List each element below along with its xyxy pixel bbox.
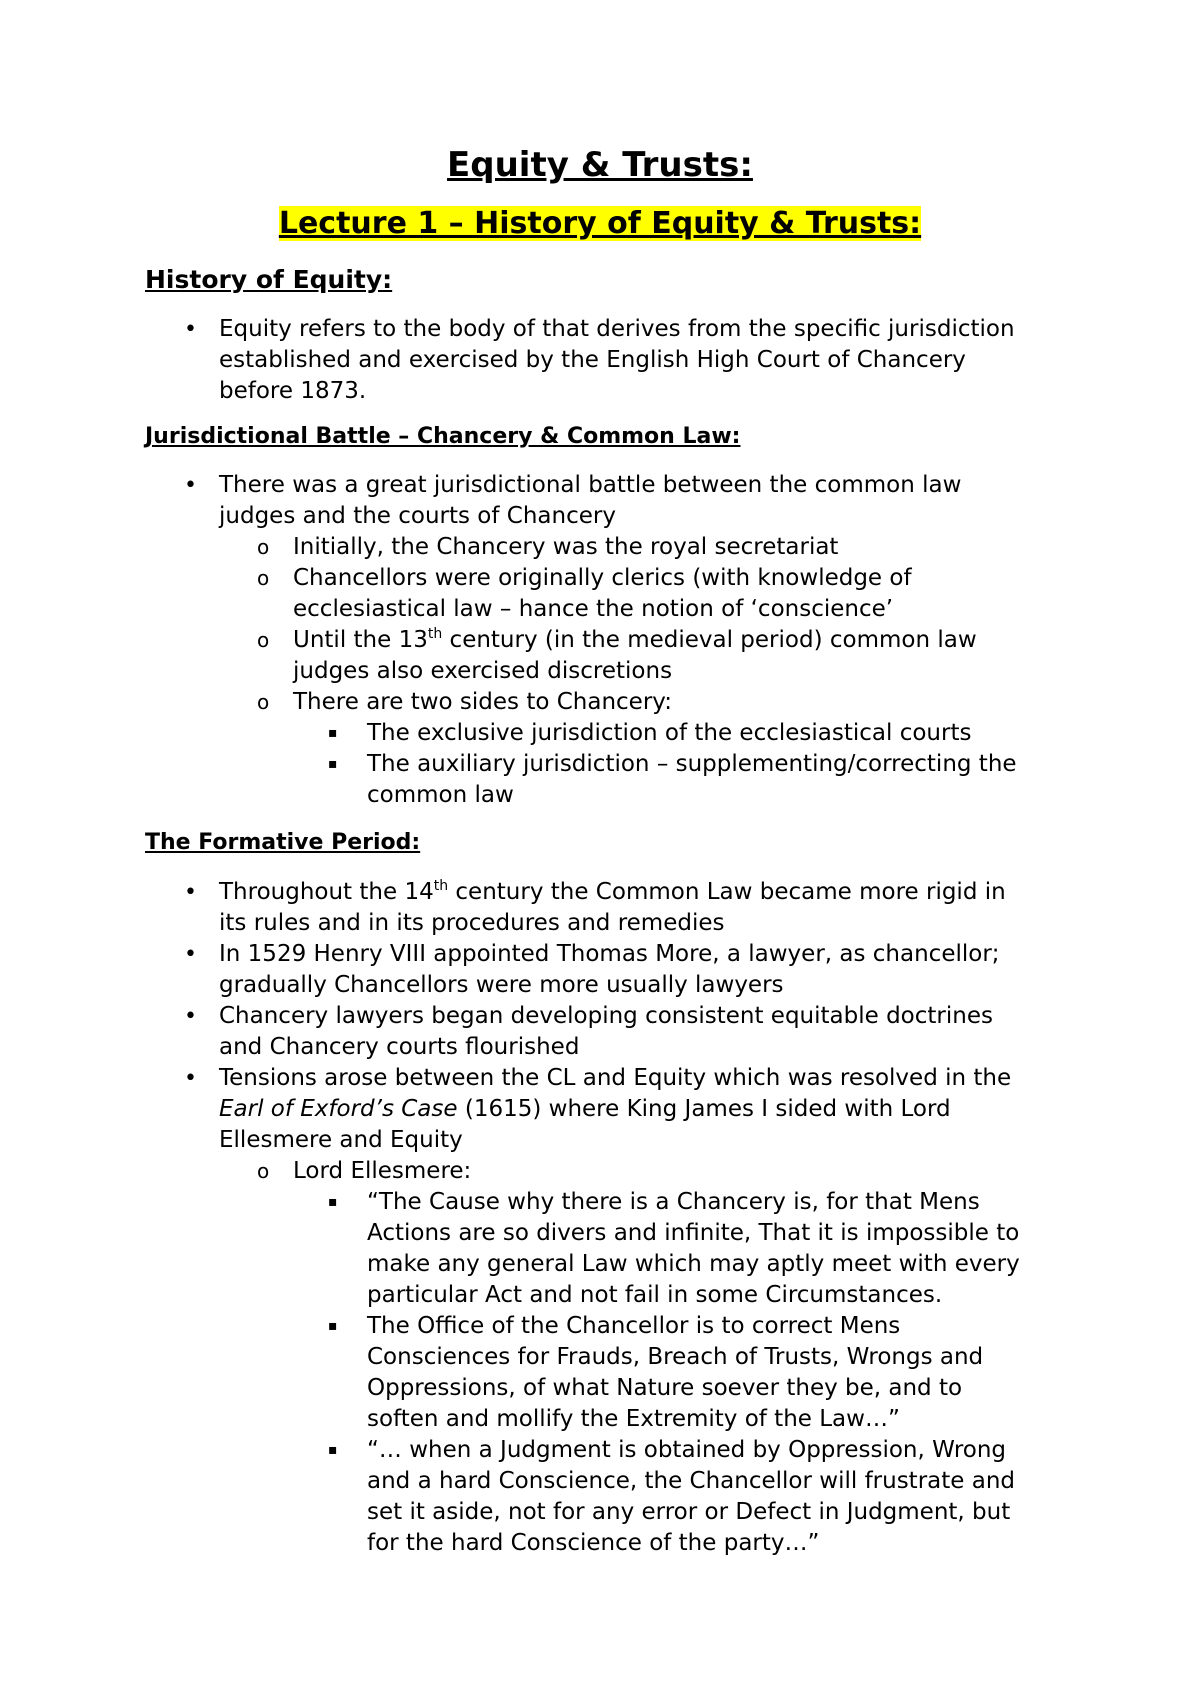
history-bullet1-line2: established and exercised by the English High Court of Chancery [219, 347, 966, 373]
bullet-marker: • [184, 1004, 197, 1029]
subsub-bullet-marker: ▪ [328, 1318, 338, 1334]
quote3-line3: set it aside, not for any error or Defect in Judgment, but [367, 1499, 1011, 1525]
history-bullet1-line1: Equity refers to the body of that derives from the specific jurisdiction [219, 316, 1015, 342]
formative-bullet1-line2: its rules and in its procedures and remedies [219, 910, 725, 936]
heading-jurisdictional-battle: Jurisdictional Battle – Chancery & Common Law: [145, 424, 741, 449]
bullet-marker: • [184, 473, 197, 498]
battle-subsub1: The exclusive jurisdiction of the ecclesiastical courts [367, 720, 972, 746]
battle-sub4: There are two sides to Chancery: [293, 689, 672, 715]
formative-bullet3-line2: and Chancery courts flourished [219, 1034, 580, 1060]
battle-sub1: Initially, the Chancery was the royal secretariat [293, 534, 839, 560]
sub-bullet-marker: o [257, 690, 270, 714]
quote1-line3: make any general Law which may aptly meet with every [367, 1251, 1020, 1277]
sub-bullet-marker: o [257, 566, 270, 590]
heading-history-of-equity: History of Equity: [145, 265, 393, 294]
quote3-line1: “… when a Judgment is obtained by Oppression, Wrong [367, 1437, 1007, 1463]
formative-bullet4-line3: Ellesmere and Equity [219, 1127, 463, 1153]
battle-subsub2-line2: common law [367, 782, 514, 808]
quote2-line3: Oppressions, of what Nature soever they be, and to [367, 1375, 963, 1401]
lecture-title-highlight: Lecture 1 – History of Equity & Trusts: [278, 206, 922, 241]
formative-bullet2-line2: gradually Chancellors were more usually lawyers [219, 972, 784, 998]
battle-sub3-line1: Until the 13th century (in the medieval period) common law [293, 626, 977, 653]
battle-sub3-line2: judges also exercised discretions [293, 658, 673, 684]
sub-bullet-marker: o [257, 628, 270, 652]
bullet-marker: • [184, 942, 197, 967]
formative-sub1: Lord Ellesmere: [293, 1158, 472, 1184]
battle-sub2-line2: ecclesiastical law – hance the notion of ‘conscience’ [293, 596, 894, 622]
quote3-line4: for the hard Conscience of the party…” [367, 1530, 820, 1556]
lecture-title [0, 206, 1200, 242]
quote1-line4: particular Act and not fail in some Circumstances. [367, 1282, 943, 1308]
document-title: Equity & Trusts: [447, 145, 753, 185]
heading-formative-period: The Formative Period: [145, 830, 421, 855]
subsub-bullet-marker: ▪ [328, 1194, 338, 1210]
quote2-line2: Consciences for Frauds, Breach of Trusts, Wrongs and [367, 1344, 984, 1370]
sub-bullet-marker: o [257, 535, 270, 559]
history-bullet1-line3: before 1873. [219, 378, 367, 404]
quote3-line2: and a hard Conscience, the Chancellor will frustrate and [367, 1468, 1015, 1494]
battle-bullet1-line1: There was a great jurisdictional battle between the common law [219, 472, 962, 498]
bullet-marker: • [184, 1066, 197, 1091]
subsub-bullet-marker: ▪ [328, 1442, 338, 1458]
battle-sub2-line1: Chancellors were originally clerics (with knowledge of [293, 565, 912, 591]
quote2-line1: The Office of the Chancellor is to correct Mens [367, 1313, 901, 1339]
subsub-bullet-marker: ▪ [328, 756, 338, 772]
formative-bullet3-line1: Chancery lawyers began developing consistent equitable doctrines [219, 1003, 993, 1029]
battle-bullet1-line2: judges and the courts of Chancery [219, 503, 616, 529]
case-name: Earl of Exford’s Case [219, 1096, 458, 1122]
quote1-line2: Actions are so divers and infinite, That it is impossible to [367, 1220, 1020, 1246]
sub-bullet-marker: o [257, 1159, 270, 1183]
formative-bullet1-line1: Throughout the 14th century the Common Law became more rigid in [219, 878, 1006, 905]
formative-bullet4-line1: Tensions arose between the CL and Equity which was resolved in the [219, 1065, 1012, 1091]
quote1-line1: “The Cause why there is a Chancery is, for that Mens [367, 1189, 980, 1215]
bullet-marker: • [184, 880, 197, 905]
bullet-marker: • [184, 317, 197, 342]
quote2-line4: soften and mollify the Extremity of the Law…” [367, 1406, 900, 1432]
formative-bullet2-line1: In 1529 Henry VIII appointed Thomas More, a lawyer, as chancellor; [219, 941, 1000, 967]
subsub-bullet-marker: ▪ [328, 725, 338, 741]
battle-subsub2-line1: The auxiliary jurisdiction – supplementing/correcting the [367, 751, 1017, 777]
formative-bullet4-line2: Earl of Exford’s Case (1615) where King James I sided with Lord [219, 1096, 951, 1122]
